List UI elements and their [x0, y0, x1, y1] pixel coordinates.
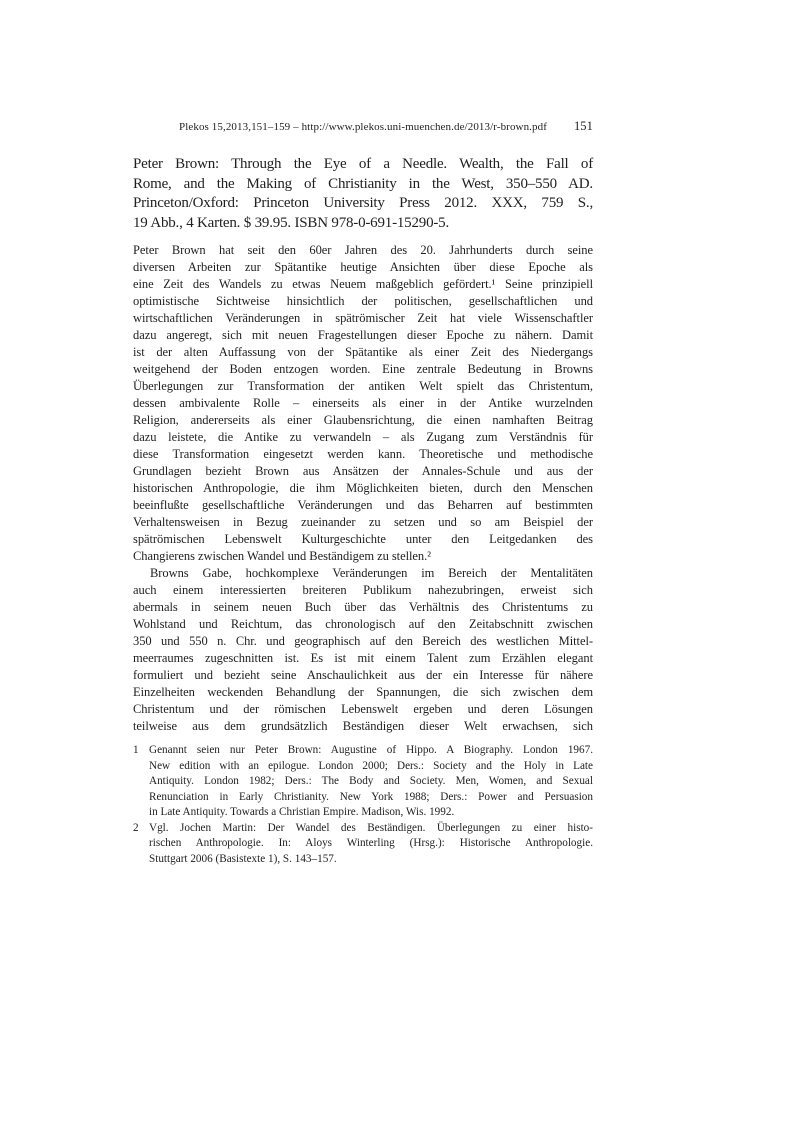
text-line: abermals in seinem neuen Buch über das Verhältnis des Christentums zu: [133, 600, 593, 614]
text-line: Christentum und der römischen Lebenswelt ergeben und deren Lösungen: [133, 702, 593, 716]
text-line: Stuttgart 2006 (Basistexte 1), S. 143–157.: [149, 852, 337, 865]
text-line: meerraumes zugeschnitten ist. Es ist mit einem Talent zum Erzählen elegant: [133, 651, 593, 665]
text-line: beeinflußte gesellschaftliche Veränderungen und das Beharren auf bestimmten: [133, 498, 593, 512]
text-line: spätrömischen Lebenswelt Kulturgeschichte unter den Leitgedanken des: [133, 532, 593, 546]
text-line: 350 und 550 n. Chr. und geographisch auf den Bereich des westlichen Mittel-: [133, 634, 593, 648]
text-block: [133, 0, 593, 867]
text-line: Browns Gabe, hochkomplexe Veränderungen im Bereich der Mentalitäten: [150, 566, 593, 580]
text-line: Vgl. Jochen Martin: Der Wandel des Beständigen. Überlegungen zu einer histo-: [149, 821, 593, 834]
page-number: 151: [573, 119, 593, 133]
text-line: optimistische Sichtweise hinsichtlich der politischen, gesellschaftlichen und: [133, 294, 593, 308]
footnote-1-number: 1: [133, 744, 139, 756]
text-line: ist der alten Auffassung von der Spätantike als einer Zeit des Niedergangs: [133, 345, 593, 359]
text-line: auch einem interessierten breiteren Publikum nahezubringen, erweist sich: [133, 583, 593, 597]
text-line: Renunciation in Early Christianity. New York 1988; Ders.: Power and Persuasion: [149, 790, 593, 803]
text-line: Peter Brown: Through the Eye of a Needle. Wealth, the Fall of: [133, 156, 593, 172]
text-line: Einzelheiten weckenden Behandlung der Spannungen, die sich zwischen dem: [133, 685, 593, 699]
footnotes-section: [133, 743, 593, 867]
text-line: historischen Anthropologie, die ihm Möglichkeiten bieten, durch den Menschen: [133, 481, 593, 495]
text-line: Rome, and the Making of Christianity in the West, 350–550 AD.: [133, 175, 593, 192]
text-line: Wohlstand und Reichtum, das chronologisch auf den Zeitabschnitt zwischen: [133, 617, 593, 631]
text-line: diversen Arbeiten zur Spätantike heutige Ansichten über diese Epoche als: [133, 260, 593, 274]
text-line: dessen ambivalente Rolle – einerseits als einer in der Antike wurzelnden: [133, 396, 593, 410]
text-line: Überlegungen zur Transformation der antiken Welt spielt das Christentum,: [133, 379, 593, 393]
text-line: in Late Antiquity. Towards a Christian Empire. Madison, Wis. 1992.: [149, 806, 455, 818]
text-line: dazu angeregt, sich mit neuen Fragestellungen dieser Epoche zu nähern. Damit: [133, 328, 593, 342]
text-line: wirtschaftlichen Veränderungen in spätrömischer Zeit hat viele Wissenschaftler: [133, 311, 593, 325]
text-line: formuliert und bezieht seine Anschaulichkeit aus der ein Interesse für nähere: [133, 668, 593, 682]
text-line: Verhaltensweisen in Bezug zueinander zu setzen und so am Beispiel der: [133, 515, 593, 529]
text-line: Antiquity. London 1982; Ders.: The Body and Society. Men, Women, and Sexual: [149, 775, 593, 787]
text-line: rischen Anthropologie. In: Aloys Winterling (Hrsg.): Historische Anthropologie.: [149, 837, 593, 849]
text-line: 19 Abb., 4 Karten. $ 39.95. ISBN 978-0-691-15290-5.: [133, 214, 450, 231]
text-line: diese Transformation eingesetzt werden kann. Theoretische und methodische: [133, 447, 593, 461]
footnote-2-number: 2: [133, 821, 139, 834]
footnote-2: [133, 821, 593, 868]
text-line: Religion, andererseits als einer Glaubensrichtung, die einen namhaften Beitrag: [133, 413, 593, 427]
text-line: Grundlagen bezieht Brown aus Ansätzen der Annales-Schule und aus der: [133, 464, 593, 478]
journal-citation: Plekos 15,2013,151–159 – http://www.plekos.uni-muenchen.de/2013/r-brown.pdf: [179, 121, 547, 133]
book-review-heading: [133, 155, 593, 233]
text-line: Changierens zwischen Wandel und Beständigem zu stellen.²: [133, 549, 431, 563]
review-paragraph-1: [133, 242, 593, 565]
footnote-1: [133, 743, 593, 821]
text-line: eine Zeit des Wandels zu etwas Neuem maßgeblich gefördert.¹ Seine prinzipiell: [133, 277, 593, 291]
text-line: Peter Brown hat seit den 60er Jahren des 20. Jahrhunderts durch seine: [133, 243, 593, 257]
footnote-2-text: [149, 821, 593, 868]
text-line: dazu leistete, die Antike zu verwandeln – als Zugang zum Verständnis für: [133, 430, 593, 444]
footnote-1-text: [149, 743, 593, 821]
text-line: New edition with an epilogue. London 2000; Ders.: Society and the Holy in Late: [149, 759, 593, 772]
text-line: weitgehend der Boden entzogen worden. Eine zentrale Bedeutung in Browns: [133, 362, 593, 376]
text-line: Genannt seien nur Peter Brown: Augustine of Hippo. A Biography. London 1967.: [149, 744, 593, 756]
text-line: teilweise aus dem grundsätzlich Beständigen dieser Welt erwachsen, sich: [133, 719, 593, 733]
review-paragraph-2: [133, 565, 593, 735]
running-head: [133, 120, 593, 134]
text-line: Princeton/Oxford: Princeton University Press 2012. XXX, 759 S.,: [133, 195, 593, 211]
